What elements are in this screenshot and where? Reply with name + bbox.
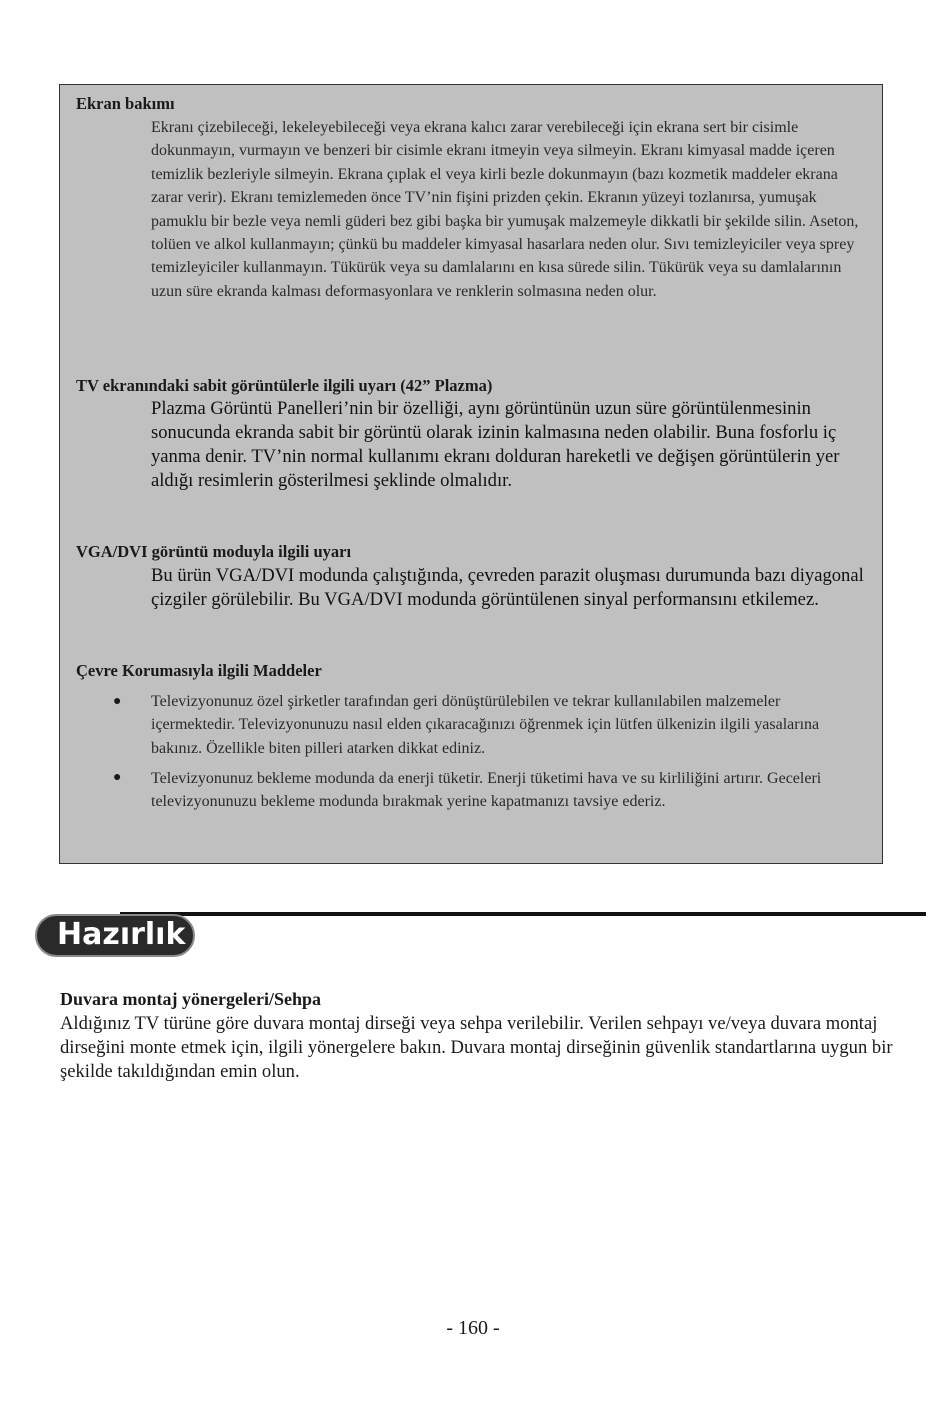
static-image-heading: TV ekranındaki sabit görüntülerle ilgili uyarı (42” Plazma) — [76, 376, 493, 395]
vga-dvi-heading: VGA/DVI görüntü moduyla ilgili uyarı — [76, 542, 352, 561]
mounting-text: Aldığınız TV türüne göre duvara montaj dirseği veya sehpa verilebilir. Verilen sehpayı ve/veya duvara montaj dirseğini monte etmek için, ilgili yönergelere bakın. Duvara montaj dirseğinin güvenlik standartlarına uygun bir şekilde takıldığından emin olun. — [60, 1013, 893, 1082]
screen-care-heading: Ekran bakımı — [76, 94, 175, 113]
section-title-badge: Hazırlık — [35, 914, 195, 957]
vga-dvi-text: Bu ürün VGA/DVI modunda çalıştığında, çevreden parazit oluşması durumunda bazı diyagonal çizgiler görülebilir. Bu VGA/DVI modunda görüntülenen sinyal performansını etkilemez. — [151, 565, 864, 610]
bullet-dot-icon: ● — [113, 694, 122, 709]
section-divider — [120, 912, 926, 916]
environment-item: Televizyonunuz özel şirketler tarafından geri dönüştürülebilen ve tekrar kullanılabilen malzemeler içermektedir. Televizyonunuzu nasıl elden çıkaracağınızı öğrenmek için lütfen ülkenizin ilgili yasalarına bakınız. Özellikle biten pilleri atarken dikkat ediniz. — [151, 693, 820, 757]
environment-heading: Çevre Korumasıyla ilgili Maddeler — [76, 661, 322, 680]
screen-care-text: Ekranı çizebileceği, lekeleyebileceği veya ekrana kalıcı zarar verebileceği için ekrana sert bir cisimle dokunmayın, vurmayın ve benzeri bir cisimle ekranı itmeyin veya silmeyin. Ekranı kimyasal madde içeren temizlik bezleriyle silmeyin. Ekrana çıplak el veya kirli bezle dokunmayın (bazı kozmetik maddeler ekrana zarar verir). Ekranı temizlemeden önce TV’nin fişini prizden çekin. Ekranın yüzeyi tozlanırsa, yumuşak pamuklu bir bezle veya nemli güderi bez gibi başka bir yumuşak malzemeyle dikkatli bir şekilde silin. Aseton, tolüen ve alkol kullanmayın; çünkü bu maddeler kimyasal hasarlara neden olur. Sıvı temizleyiciler veya sprey temizleyiciler kullanmayın. Tükürük veya su damlalarını en kısa sürede silin. Tükürük veya su damlalarının uzun süre ekranda kalması deformasyonlara ve renklerin solmasına neden olur. — [151, 119, 859, 300]
environment-item: Televizyonunuz bekleme modunda da enerji tüketir. Enerji tüketimi hava ve su kirliliğini artırır. Geceleri televizyonunuzu bekleme modunda bırakmak yerine kapatmanızı tavsiye ederiz. — [151, 770, 822, 811]
bullet-dot-icon: ● — [113, 770, 122, 785]
page-number: - 160 - — [446, 1317, 500, 1339]
static-image-text: Plazma Görüntü Panelleri’nin bir özelliği, aynı görüntünün uzun süre görüntülenmesinin sonucunda ekranda sabit bir görüntü olarak izinin kalmasına neden olabilir. Buna fosforlu iç yanma denir. TV’nin normal kullanımı ekranı dolduran hareketli ve değişen görüntülerin yer aldığı resimlerin gösterilmesi şeklinde olmalıdır. — [151, 398, 840, 491]
mounting-heading: Duvara montaj yönergeleri/Sehpa — [60, 989, 321, 1009]
